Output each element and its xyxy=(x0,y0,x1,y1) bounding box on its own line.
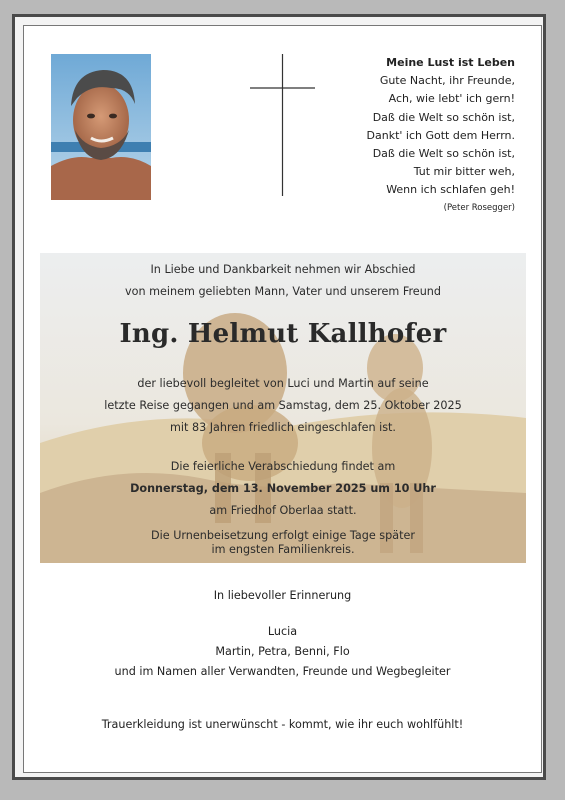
remembrance: In liebevoller Erinnerung xyxy=(213,589,352,602)
portrait-photo xyxy=(51,54,151,200)
text-line: mit 83 Jahren friedlich eingeschlafen ist. xyxy=(170,421,396,434)
announcement-banner xyxy=(40,253,526,563)
poem-title: Meine Lust ist Leben xyxy=(386,56,515,69)
poem xyxy=(285,54,515,216)
intro-line: von meinem geliebten Mann, Vater und unserem Freund xyxy=(125,285,441,298)
urn-line: im engsten Familienkreis. xyxy=(211,543,355,556)
deceased-name: Ing. Helmut Kallhofer xyxy=(119,319,447,349)
funeral-date: Donnerstag, dem 13. November 2025 um 10 Uhr xyxy=(130,482,436,495)
poem-author: (Peter Rosegger) xyxy=(443,202,515,213)
funeral-line: Die feierliche Verabschiedung findet am xyxy=(170,460,396,473)
urn-line: Die Urnenbeisetzung erfolgt einige Tage später xyxy=(151,529,415,542)
intro-line: In Liebe und Dankbarkeit nehmen wir Abschied xyxy=(150,263,416,276)
poem-line: Wenn ich schlafen geh! xyxy=(386,183,515,197)
relatives-line: und im Namen aller Verwandten, Freunde und Wegbegleiter xyxy=(114,665,451,678)
wife-name: Lucia xyxy=(267,625,298,638)
poem-line: Tut mir bitter weh, xyxy=(413,165,515,179)
children-names: Martin, Petra, Benni, Flo xyxy=(215,645,350,658)
funeral-place: am Friedhof Oberlaa statt. xyxy=(209,504,357,517)
poem-line: Daß die Welt so schön ist, xyxy=(372,110,515,124)
text-line: der liebevoll begleitet von Luci und Martin auf seine xyxy=(137,377,429,390)
text-line: letzte Reise gegangen und am Samstag, dem 25. Oktober 2025 xyxy=(104,399,462,412)
poem-line: Dankt' ich Gott dem Herrn. xyxy=(366,128,515,142)
poem-line: Ach, wie lebt' ich gern! xyxy=(388,92,515,106)
poem-line: Gute Nacht, ihr Freunde, xyxy=(379,74,515,88)
dress-note: Trauerkleidung ist unerwünscht - kommt, wie ihr euch wohlfühlt! xyxy=(101,718,464,731)
poem-line: Daß die Welt so schön ist, xyxy=(372,147,515,161)
